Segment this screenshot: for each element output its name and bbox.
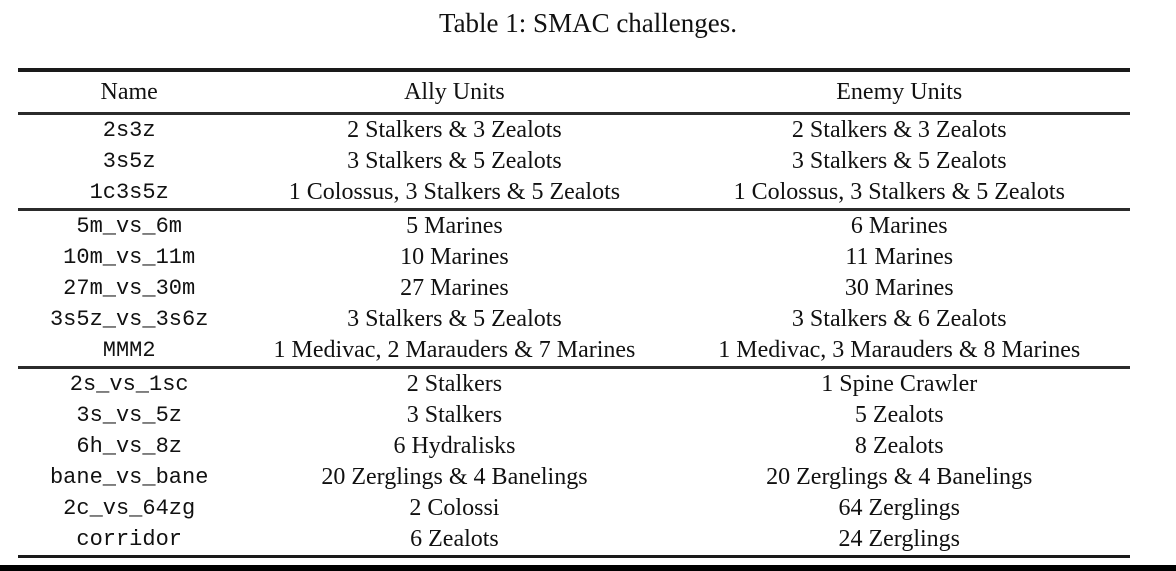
table-row	[18, 335, 1130, 368]
cell-enemy: 5 Zealots	[854, 402, 944, 428]
cell-enemy: 6 Marines	[850, 213, 948, 239]
cell-name: bane_vs_bane	[49, 465, 209, 490]
cell-ally: 6 Hydralisks	[393, 433, 516, 459]
cell-name: MMM2	[18, 335, 240, 368]
table-row	[18, 114, 1130, 147]
column-header-enemy: Enemy Units	[669, 70, 1131, 114]
cell-ally: 10 Marines	[400, 244, 509, 270]
cell-name: 1c3s5z	[18, 177, 240, 210]
cell-ally: 6 Zealots	[410, 526, 499, 552]
cell-name: 3s_vs_5z	[76, 403, 182, 428]
cell-ally: 2 Colossi	[409, 495, 500, 521]
cell-enemy: 8 Zealots	[854, 433, 944, 459]
cell-ally: 20 Zerglings & 4 Banelings	[321, 464, 588, 490]
cell-name: 6h_vs_8z	[76, 434, 182, 459]
table-row	[18, 146, 1130, 177]
table-row	[18, 210, 1130, 243]
cell-name: 5m_vs_6m	[76, 214, 182, 239]
cell-enemy: 1 Colossus, 3 Stalkers & 5 Zealots	[669, 177, 1131, 210]
column-header-ally: Ally Units	[240, 70, 668, 114]
table-row	[18, 368, 1130, 401]
cell-name: 27m_vs_30m	[63, 276, 196, 301]
cell-name: 2s_vs_1sc	[69, 372, 189, 397]
cell-enemy: 3 Stalkers & 5 Zealots	[791, 148, 1007, 174]
column-header-name: Name	[18, 70, 240, 114]
cell-name: 2s3z	[102, 118, 156, 143]
cell-enemy: 20 Zerglings & 4 Banelings	[766, 464, 1033, 490]
cell-ally: 1 Colossus, 3 Stalkers & 5 Zealots	[240, 177, 668, 210]
cell-ally: 2 Stalkers	[406, 371, 503, 397]
table-caption: Table 1: SMAC challenges.	[438, 8, 738, 38]
cell-enemy: 1 Medivac, 3 Marauders & 8 Marines	[669, 335, 1131, 368]
table-row	[18, 431, 1130, 462]
table-row	[18, 177, 1130, 210]
cell-ally: 5 Marines	[406, 213, 503, 239]
cell-enemy: 64 Zerglings	[838, 495, 961, 521]
table-row	[18, 242, 1130, 273]
table-row	[18, 462, 1130, 493]
cell-ally: 2 Stalkers & 3 Zealots	[347, 117, 562, 143]
cell-name: 3s5z	[102, 149, 156, 174]
cell-enemy: 3 Stalkers & 6 Zealots	[791, 306, 1007, 332]
smac-challenges-table	[18, 68, 1130, 558]
table-row	[18, 304, 1130, 335]
table-row	[18, 493, 1130, 524]
cell-name: corridor	[76, 527, 182, 552]
cell-ally: 3 Stalkers	[406, 402, 503, 428]
cell-enemy: 24 Zerglings	[838, 526, 961, 552]
cell-ally: 3 Stalkers & 5 Zealots	[347, 148, 562, 174]
cell-enemy: 2 Stalkers & 3 Zealots	[791, 117, 1007, 143]
cell-enemy: 11 Marines	[845, 244, 954, 270]
table-row	[18, 273, 1130, 304]
cell-name: 2c_vs_64zg	[63, 496, 196, 521]
cell-name: 10m_vs_11m	[63, 245, 196, 270]
table-row	[18, 400, 1130, 431]
cell-enemy: 30 Marines	[844, 275, 954, 301]
table-row	[18, 524, 1130, 557]
cell-ally: 1 Medivac, 2 Marauders & 7 Marines	[240, 335, 668, 368]
header-row	[18, 70, 1130, 114]
cell-ally: 27 Marines	[400, 275, 509, 301]
figure-bottom-border	[0, 565, 1176, 571]
cell-enemy: 1 Spine Crawler	[821, 371, 978, 397]
cell-name: 3s5z_vs_3s6z	[49, 307, 209, 332]
cell-ally: 3 Stalkers & 5 Zealots	[347, 306, 562, 332]
